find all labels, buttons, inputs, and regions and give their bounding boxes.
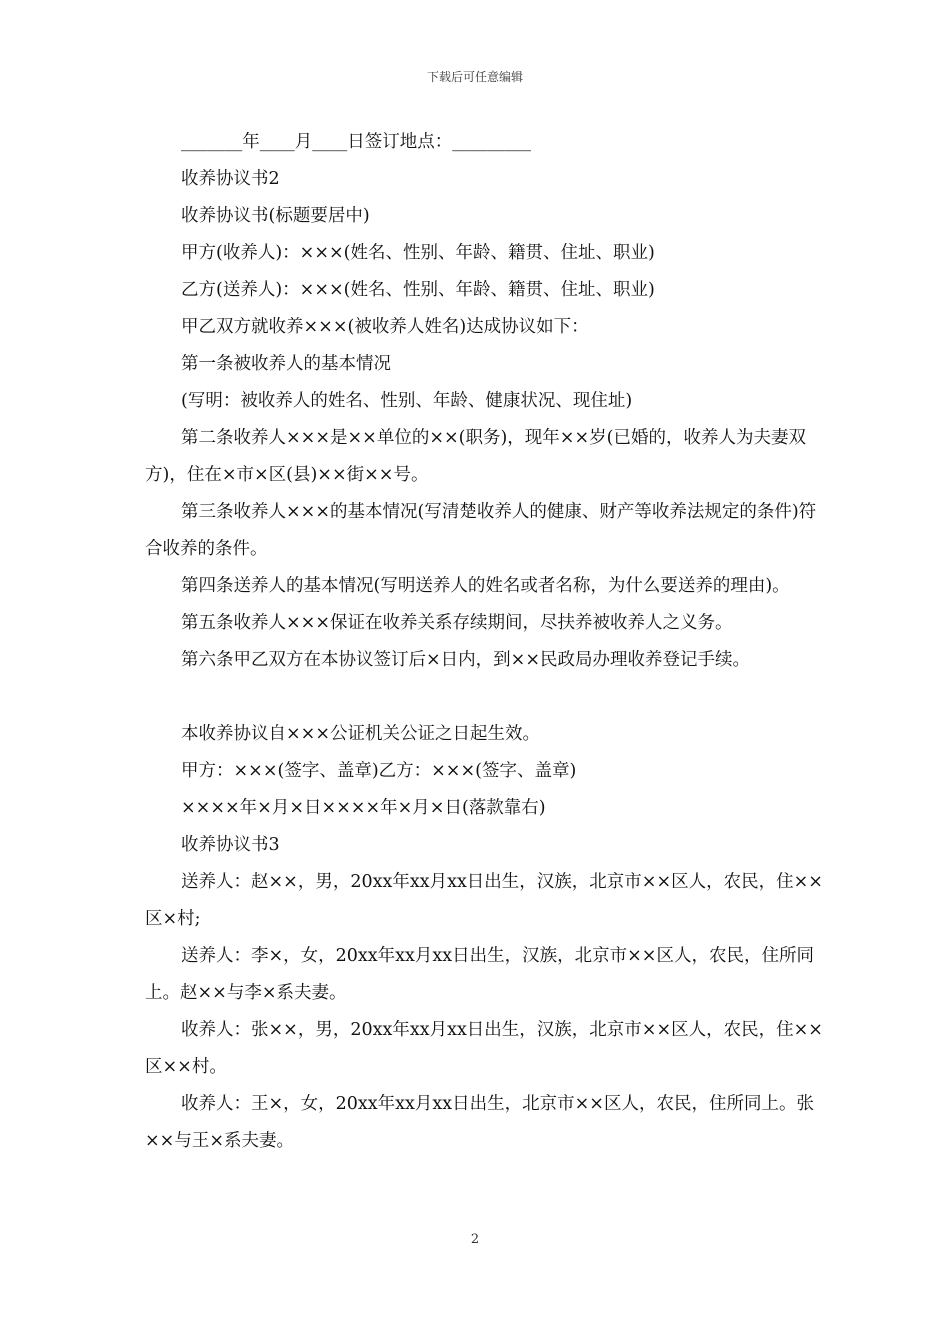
article-1-heading: 第一条被收养人的基本情况 [181, 354, 391, 374]
agreement-3-heading: 收养协议书3 [181, 835, 280, 855]
party-b-line: 乙方(送养人)：×××(姓名、性别、年龄、籍贯、住址、职业) [181, 280, 655, 300]
date-line: ××××年×月×日××××年×月×日(落款靠右) [181, 798, 546, 818]
page-number: 2 [470, 1232, 480, 1247]
party-a-line: 甲方(收养人)：×××(姓名、性别、年龄、籍贯、住址、职业) [181, 243, 655, 263]
article-1-note: (写明：被收养人的姓名、性别、年龄、健康状况、现住址) [181, 391, 633, 411]
adopter-out-li: 送养人：李×，女，20xx年xx月xx日出生，汉族，北京市××区人，农民，住所同上。赵××与李×系夫妻。 [145, 946, 814, 1003]
paragraph-gap [145, 679, 825, 716]
article-6: 第六条甲乙双方在本协议签订后×日内，到××民政局办理收养登记手续。 [181, 650, 750, 670]
adopter-wang: 收养人：王×，女，20xx年xx月xx日出生，北京市××区人，农民，住所同上。张××与王×系夫妻。 [145, 1094, 814, 1151]
agreement-2-heading: 收养协议书2 [181, 169, 280, 189]
page-header-note: 下载后可任意编辑 [426, 70, 523, 84]
signing-date-place-line: _______年____月____日签订地点：_________ [181, 132, 531, 152]
effective-clause: 本收养协议自×××公证机关公证之日起生效。 [181, 724, 540, 744]
article-3: 第三条收养人×××的基本情况(写清楚收养人的健康、财产等收养法规定的条件)符合收养的条件。 [145, 502, 817, 559]
article-5: 第五条收养人×××保证在收养关系存续期间，尽扶养被收养人之义务。 [181, 613, 733, 633]
article-2: 第二条收养人×××是××单位的××(职务)，现年××岁(已婚的，收养人为夫妻双方)，住在×市×区(县)××街××号。 [145, 428, 806, 485]
title-note: 收养协议书(标题要居中) [181, 206, 370, 226]
adopter-out-zhao: 送养人：赵××，男，20xx年xx月xx日出生，汉族，北京市××区人，农民，住××区×村; [145, 872, 823, 929]
document-body [145, 124, 825, 1160]
agreement-intro: 甲乙双方就收养×××(被收养人姓名)达成协议如下： [181, 317, 589, 337]
adopter-zhang: 收养人：张××，男，20xx年xx月xx日出生，汉族，北京市××区人，农民，住××区××村。 [145, 1020, 823, 1077]
article-4: 第四条送养人的基本情况(写明送养人的姓名或者名称，为什么要送养的理由)。 [181, 576, 790, 596]
signature-line: 甲方：×××(签字、盖章)乙方：×××(签字、盖章) [181, 761, 577, 781]
